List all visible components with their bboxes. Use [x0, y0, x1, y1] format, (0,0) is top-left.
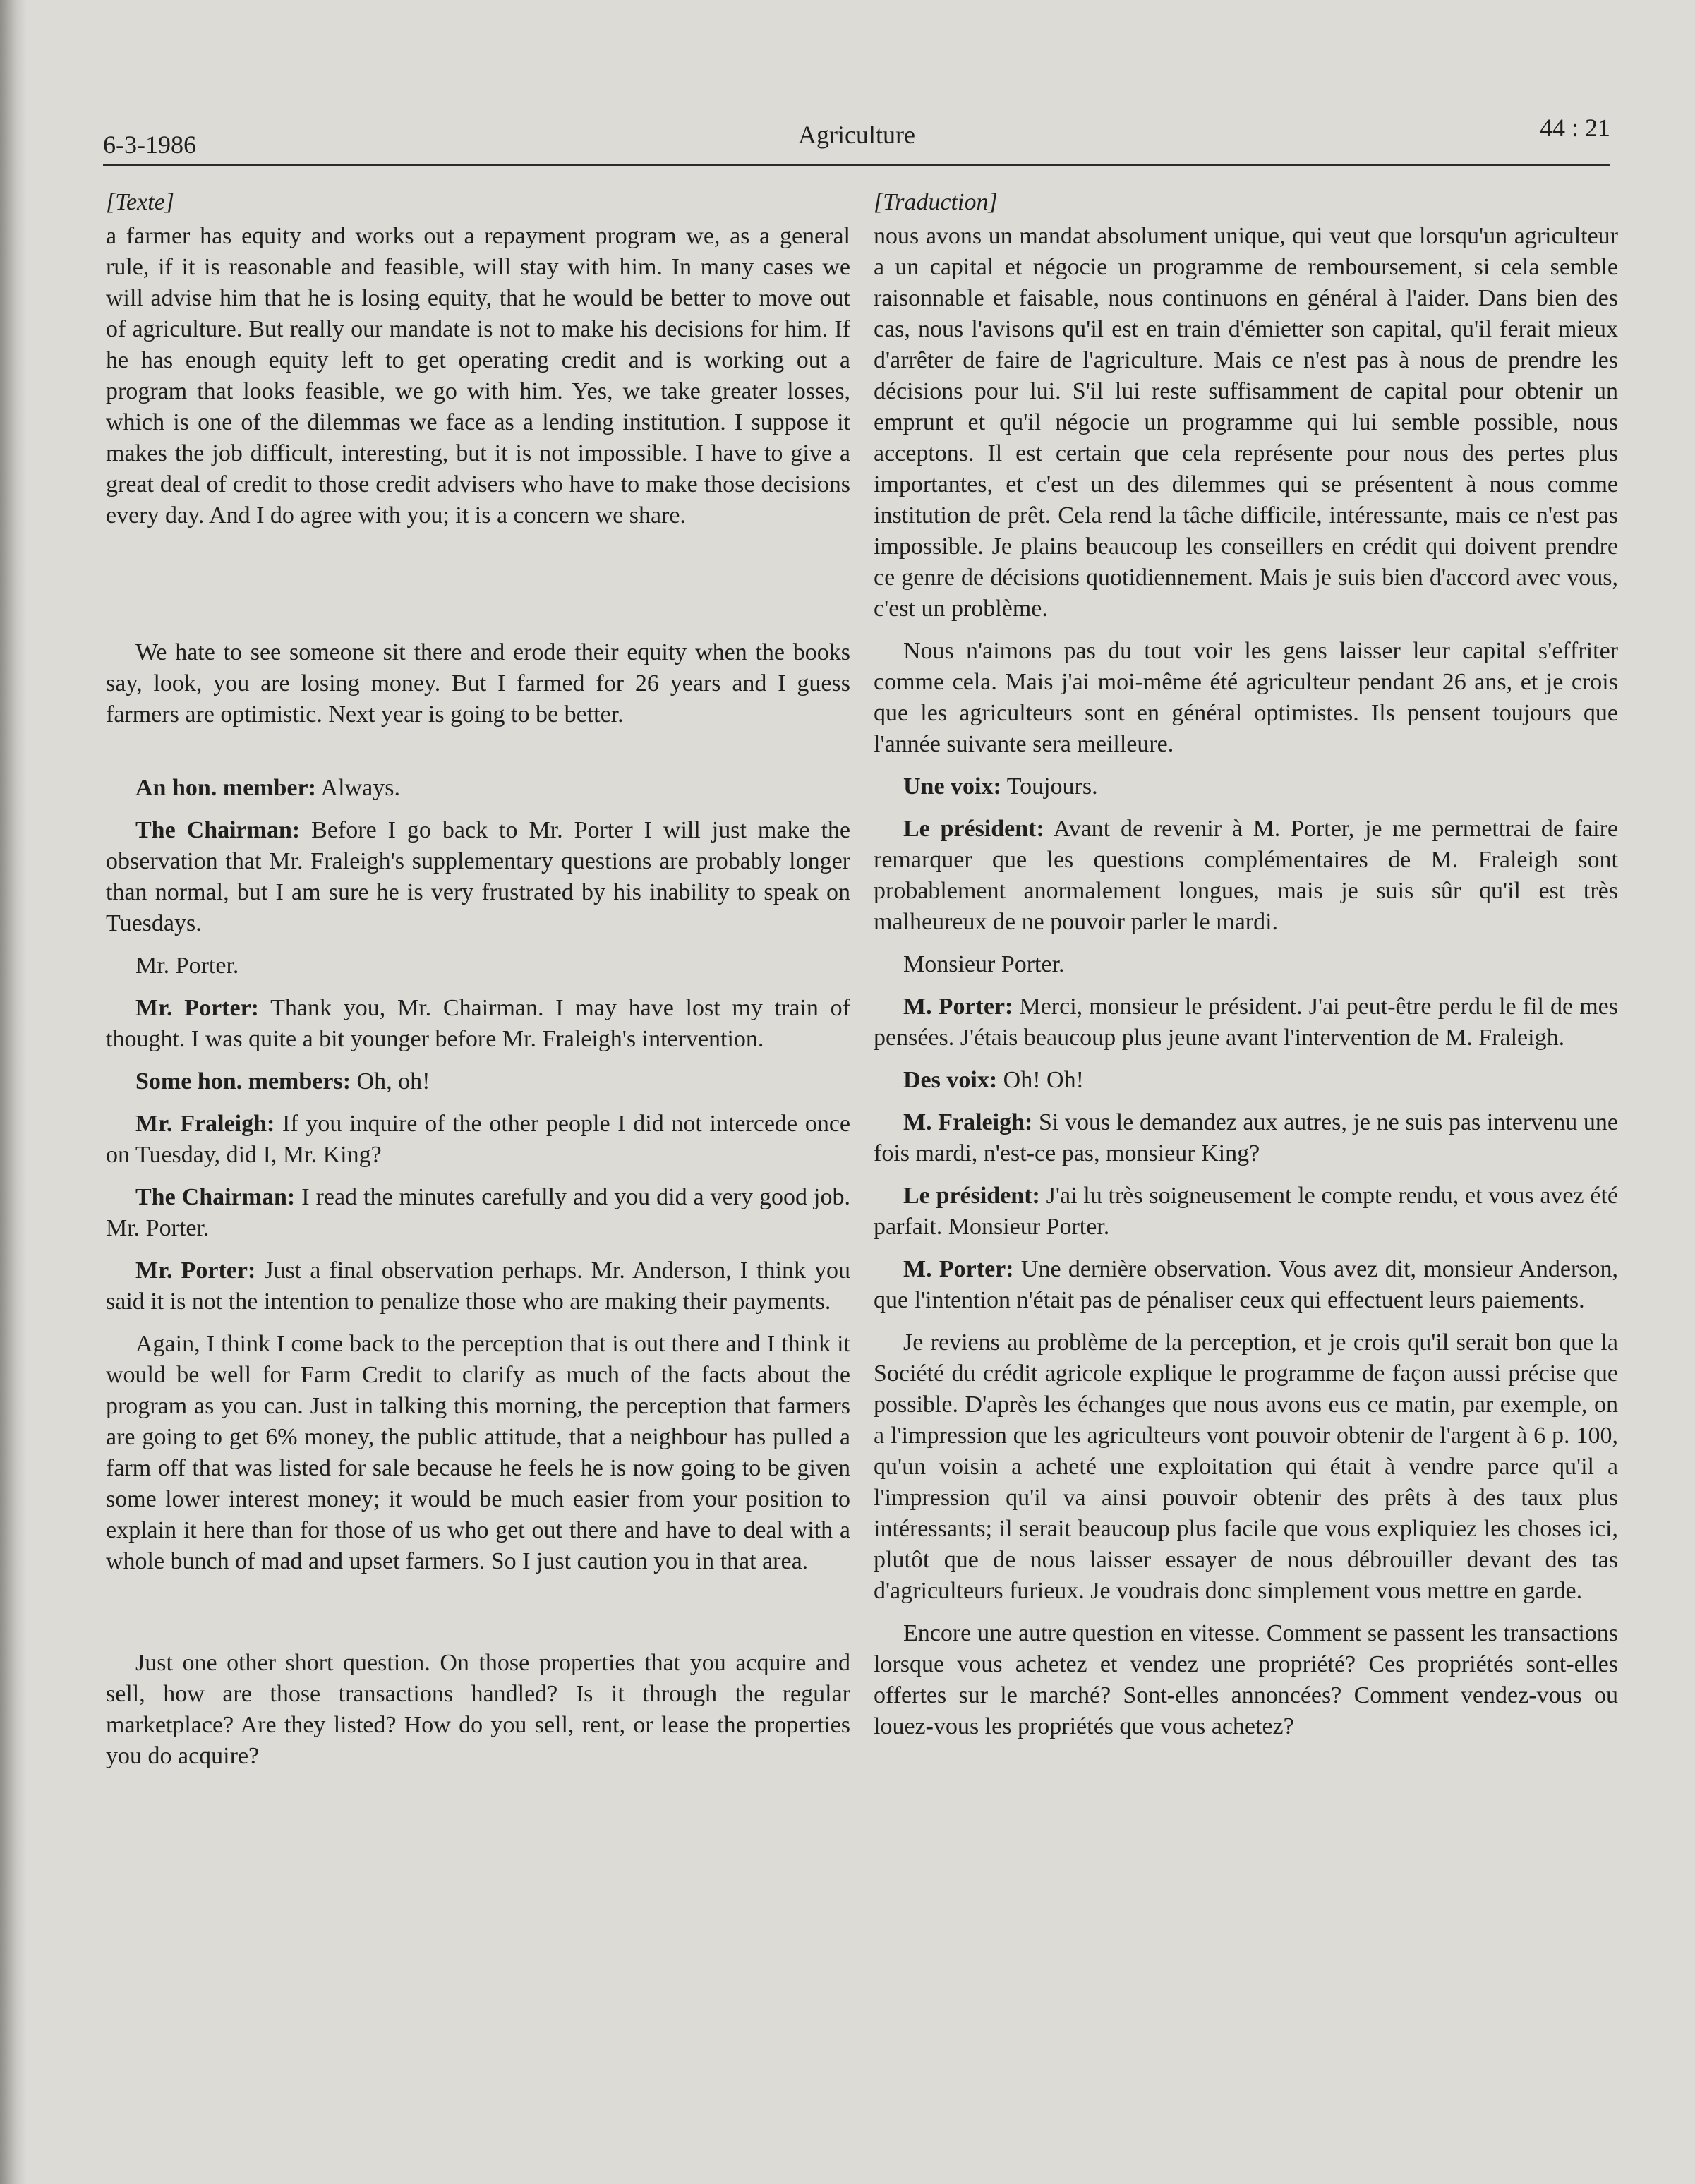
speaker-paragraph	[106, 1109, 850, 1171]
speech-text: Toujours.	[1001, 773, 1098, 800]
paragraph: a farmer has equity and works out a repayment program we, as a general rule, if it is reasonable and feasible, will stay with him. In many cases we will advise him that he is losing equity, that he would be better to move out of agriculture. But really our mandate is not to make his decisions for him. If he has enough equity left to get operating credit and is working out a program that looks feasible, we go with him. Yes, we take greater losses, which is one of the dilemmas we face as a lending institution. I suppose it makes the job difficult, interesting, but it is not impossible. I have to give a great deal of credit to those credit advisers who have to make those decisions every day. And I do agree with you; it is a concern we share.	[106, 223, 850, 529]
speech-text: Always.	[315, 775, 400, 801]
speaker-name: An hon. member:	[135, 775, 316, 801]
english-column	[106, 187, 850, 1783]
speech-text: Une dernière observation. Vous avez dit, monsieur Anderson, que l'intention n'était pas de pénaliser ceux qui effectuent leurs paiements.	[874, 1256, 1619, 1313]
speech-text: Just a final observation perhaps. Mr. Anderson, I think you said it is not the intention to penalize those who are making their payments.	[106, 1257, 850, 1315]
paragraph: Je reviens au problème de la perception, et je crois qu'il serait bon que la Société du crédit agricole explique le programme de façon aussi précise que possible. D'après les échanges que nous avons eus ce matin, par exemple, on a l'impression que les agriculteurs vont pouvoir obtenir de l'argent à 6 p. 100, qu'un voisin a acheté une exploitation qui était à vendre parce qu'il a l'impression qu'il va ainsi pouvoir obtenir des prêts à des taux plus intéressants; il serait beaucoup plus facile que vous expliquiez les choses ici, plutôt que de nous laisser essayer de nous débrouiller devant des tas d'agriculteurs furieux. Je voudrais donc simplement vous mettre en garde.	[874, 1329, 1618, 1604]
speaker-name: Une voix:	[903, 773, 1001, 800]
speaker-paragraph	[874, 1107, 1618, 1169]
page-binding-shadow	[0, 0, 27, 2184]
speaker-name: Mr. Porter:	[135, 995, 259, 1021]
paragraph: Nous n'aimons pas du tout voir les gens laisser leur capital s'effriter comme cela. Mais j'ai moi-même été agriculteur pendant 26 ans, et je crois que les agriculteurs sont en général optimistes. Ils pensent toujours que l'année suivante sera meilleure.	[874, 638, 1618, 757]
speaker-name: M. Porter:	[903, 994, 1013, 1020]
speaker-paragraph	[106, 1066, 850, 1097]
speaker-name: The Chairman:	[135, 1184, 296, 1210]
speaker-name: Mr. Porter:	[135, 1257, 256, 1284]
speech-text: Before I go back to Mr. Porter I will just make the observation that Mr. Fraleigh's supplementary questions are probably longer than normal, but I am sure he is very frustrated by his inability to speak on Tuesdays.	[106, 817, 850, 936]
paragraph: Monsieur Porter.	[903, 951, 1065, 977]
speaker-paragraph	[106, 1182, 850, 1244]
speaker-name: Some hon. members:	[135, 1068, 351, 1094]
header-date: 6-3-1986	[103, 131, 196, 159]
paragraph: We hate to see someone sit there and erode their equity when the books say, look, you are losing money. But I farmed for 26 years and I guess farmers are optimistic. Next year is going to be better.	[106, 639, 850, 728]
speech-text: Avant de revenir à M. Porter, je me permettrai de faire remarquer que les questions complémentaires de M. Fraleigh sont probablement anormalement longues, mais je suis sûr qu'il est très malheureux de ne pouvoir parler le mardi.	[874, 816, 1618, 935]
speech-text: Si vous le demandez aux autres, je ne suis pas intervenu une fois mardi, n'est-ce pas, monsieur King?	[874, 1109, 1618, 1166]
header-title: Agriculture	[798, 121, 915, 149]
speaker-paragraph	[874, 991, 1618, 1054]
paragraph: Encore une autre question en vitesse. Comment se passent les transactions lorsque vous achetez et vendez une propriété? Ces propriétés sont-elles offertes sur le marché? Sont-elles annoncées? Comment vendez-vous ou louez-vous les propriétés que vous achetez?	[874, 1620, 1618, 1739]
speaker-name: Mr. Fraleigh:	[135, 1111, 275, 1137]
speaker-paragraph	[874, 1065, 1618, 1096]
speaker-paragraph	[106, 773, 850, 804]
paragraph: nous avons un mandat absolument unique, qui veut que lorsqu'un agriculteur a un capital et négocie un programme de remboursement, si cela semble raisonnable et faisable, nous continuons en général à l'aider. Dans bien des cas, nous l'avisons qu'il est en train d'émietter son capital, qu'il ferait mieux d'arrêter de faire de l'agriculture. Mais ce n'est pas à nous de prendre les décisions pour lui. S'il lui reste suffisamment de capital pour obtenir un emprunt et qu'il négocie un programme qui lui semble possible, nous acceptons. Il est certain que cela représente pour nous des pertes plus importantes, et c'est un des dilemmes qui se présentent à nous comme institution de prêt. Cela rend la tâche difficile, intéressante, mais ce n'est pas impossible. Je plains beaucoup les conseillers en crédit qui doivent prendre ce genre de décisions quotidiennement. Mais je suis bien d'accord avec vous, c'est un problème.	[874, 223, 1618, 622]
speaker-paragraph	[874, 1254, 1618, 1316]
speech-text: Thank you, Mr. Chairman. I may have lost my train of thought. I was quite a bit younger before Mr. Fraleigh's intervention.	[106, 995, 850, 1052]
speaker-name: Des voix:	[903, 1067, 998, 1093]
column-label: [Traduction]	[874, 189, 998, 215]
speaker-paragraph	[106, 1255, 850, 1317]
speech-text: If you inquire of the other people I did not intercede once on Tuesday, did I, Mr. King?	[106, 1111, 850, 1168]
speaker-name: Le président:	[903, 816, 1044, 842]
speaker-name: The Chairman:	[135, 817, 301, 843]
speech-text: J'ai lu très soigneusement le compte rendu, et vous avez été parfait. Monsieur Porter.	[874, 1183, 1618, 1240]
speaker-paragraph	[874, 814, 1618, 938]
speaker-name: M. Porter:	[903, 1256, 1014, 1282]
page-header	[103, 106, 1610, 166]
speech-text: Oh! Oh!	[997, 1067, 1084, 1093]
speech-text: Oh, oh!	[351, 1068, 430, 1094]
french-column	[874, 187, 1618, 1754]
speaker-name: Le président:	[903, 1183, 1040, 1209]
speech-text: I read the minutes carefully and you did a very good job. Mr. Porter.	[106, 1184, 850, 1241]
paragraph: Mr. Porter.	[135, 953, 239, 979]
speaker-paragraph	[106, 815, 850, 939]
speaker-paragraph	[874, 1181, 1618, 1243]
header-page-number: 44 : 21	[1539, 114, 1610, 142]
speaker-paragraph	[874, 771, 1618, 802]
speaker-name: M. Fraleigh:	[903, 1109, 1033, 1135]
paragraph: Just one other short question. On those properties that you acquire and sell, how are those transactions handled? Is it through the regular marketplace? Are they listed? How do you sell, rent, or lease the properties you do acquire?	[106, 1650, 850, 1769]
paragraph: Again, I think I come back to the perception that is out there and I think it would be well for Farm Credit to clarify as much of the facts about the program as you can. Just in talking this morning, the perception that farmers are going to get 6% money, the public attitude, that a neighbour has pulled a farm off that was listed for sale because he feels he is now going to be given some lower interest money; it would be much easier from your position to explain it here than for those of us who get out there and have to deal with a whole bunch of mad and upset farmers. So I just caution you in that area.	[106, 1331, 850, 1574]
speaker-paragraph	[106, 993, 850, 1055]
speech-text: Merci, monsieur le président. J'ai peut-être perdu le fil de mes pensées. J'étais beaucoup plus jeune avant l'intervention de M. Fraleigh.	[874, 994, 1618, 1051]
column-label: [Texte]	[106, 189, 174, 215]
